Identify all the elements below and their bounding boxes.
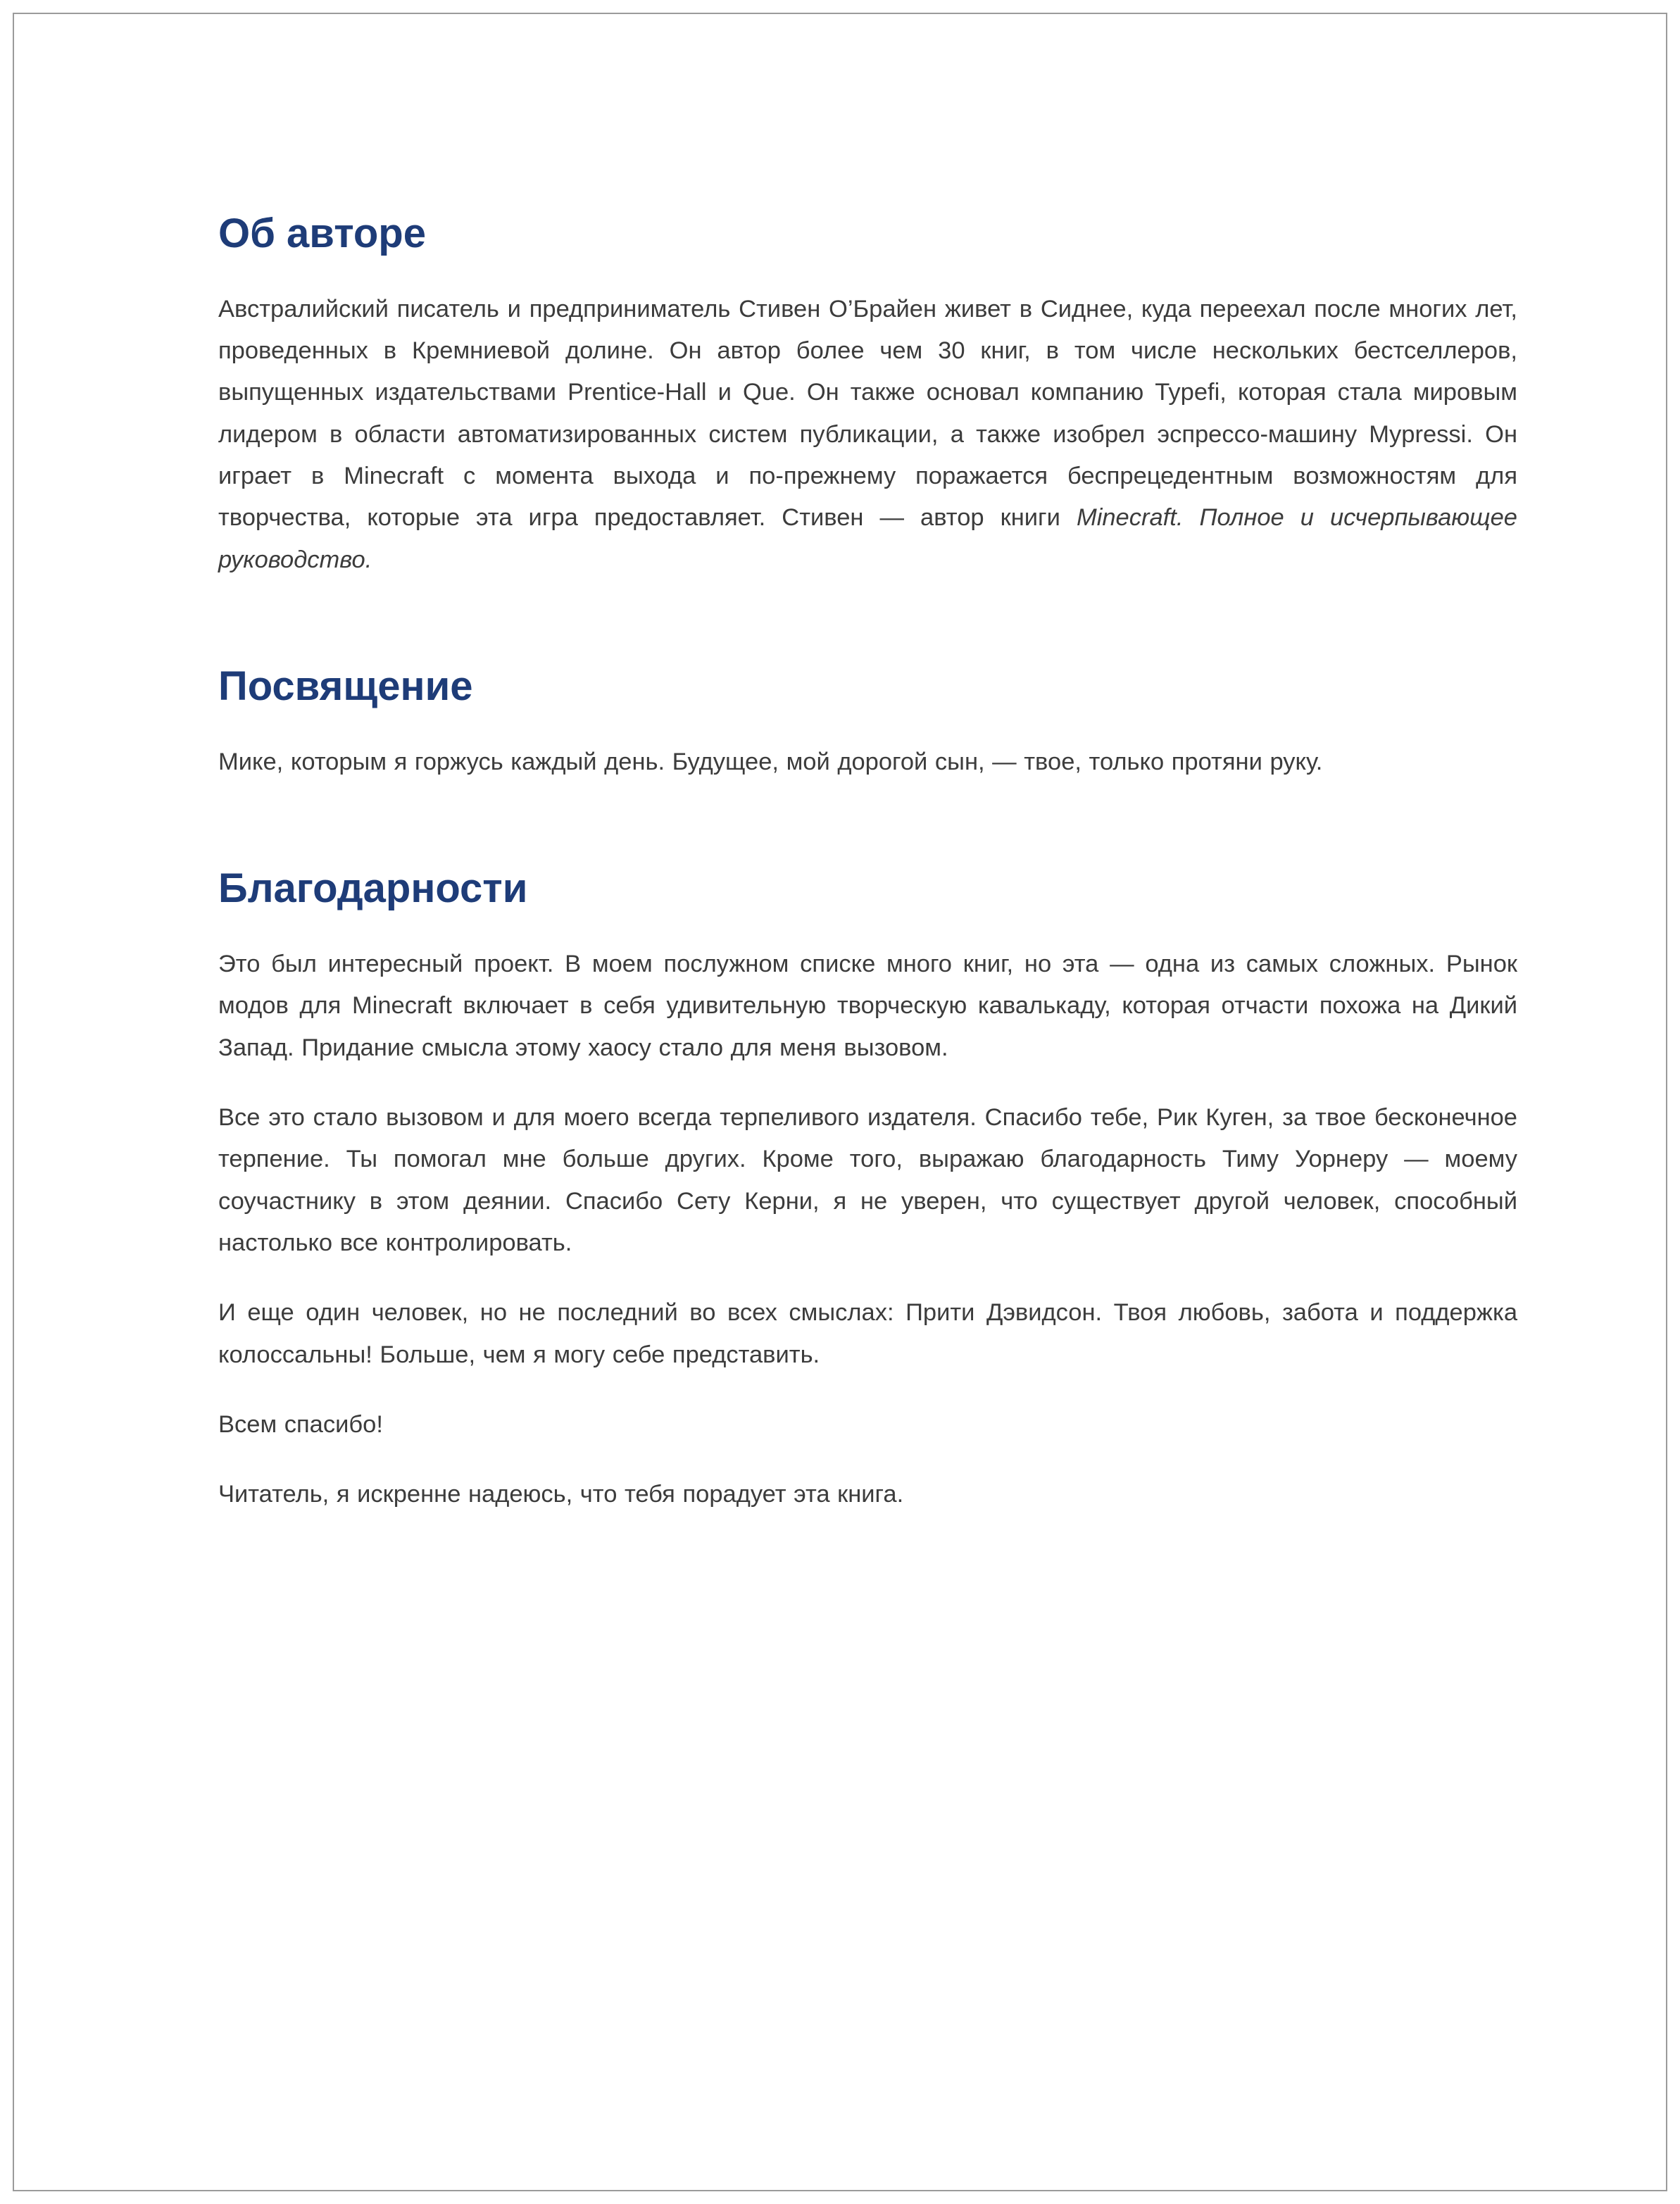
dedication-heading: Посвящение — [218, 663, 473, 710]
acknowledgments-paragraph-3: И еще один человек, но не последний во всех смыслах: Прити Дэвидсон. Твоя любовь, забота и поддержка колоссальны! Больше, чем я могу себе представить. — [218, 1299, 1517, 1368]
acknowledgments-heading: Благодарности — [218, 865, 528, 912]
about-author-text-regular: Австралийский писатель и предприниматель Стивен О’Брайен живет в Сиднее, куда переехал после многих лет, проведенных в Кремниевой долине. Он автор более чем 30 книг, в том числе нескольких бестселлеров, выпущенных издательствами Prentice-Hall и Que. Он также основал компанию Typefi, которая стала мировым лидером в области автоматизированных систем публикации, а также изобрел эспрессо-машину Mypressi. Он играет в Minecraft с момента выхода и по-прежнему поражается беспрецедентным возможностям для творчества, которые эта игра предоставляет. Стивен — автор книги — [218, 295, 1517, 532]
acknowledgments-paragraph-2: Все это стало вызовом и для моего всегда терпеливого издателя. Спасибо тебе, Рик Куген, за твое бесконечное терпение. Ты помогал мне больше других. Кроме того, выражаю благодарность Тиму Уорнеру — моему соучастнику в этом деянии. Спасибо Сету Керни, я не уверен, что существует другой человек, способный настолько все контролировать. — [218, 1104, 1517, 1256]
acknowledgments-paragraph-1: Это был интересный проект. В моем послужном списке много книг, но эта — одна из самых сложных. Рынок модов для Minecraft включает в себя удивительную творческую кавалькаду, которая отчасти похожа на Дикий Запад. Придание смысла этому хаосу стало для меня вызовом. — [218, 951, 1517, 1061]
section-acknowledgments — [218, 866, 1517, 1515]
section-dedication — [218, 664, 1517, 783]
about-author-book-title: Minecraft. Полное и исчерпывающее руководство. — [218, 504, 1517, 573]
dedication-paragraph: Мике, которым я горжусь каждый день. Будущее, мой дорогой сын, — твое, только протяни руку. — [218, 748, 1323, 775]
about-author-paragraph — [218, 289, 1517, 581]
acknowledgments-paragraph-5: Читатель, я искренне надеюсь, что тебя порадует эта книга. — [218, 1481, 904, 1508]
section-about-author — [218, 211, 1517, 581]
page-content — [218, 211, 1517, 1516]
acknowledgments-paragraph-4: Всем спасибо! — [218, 1410, 383, 1438]
about-author-heading: Об авторе — [218, 211, 426, 256]
